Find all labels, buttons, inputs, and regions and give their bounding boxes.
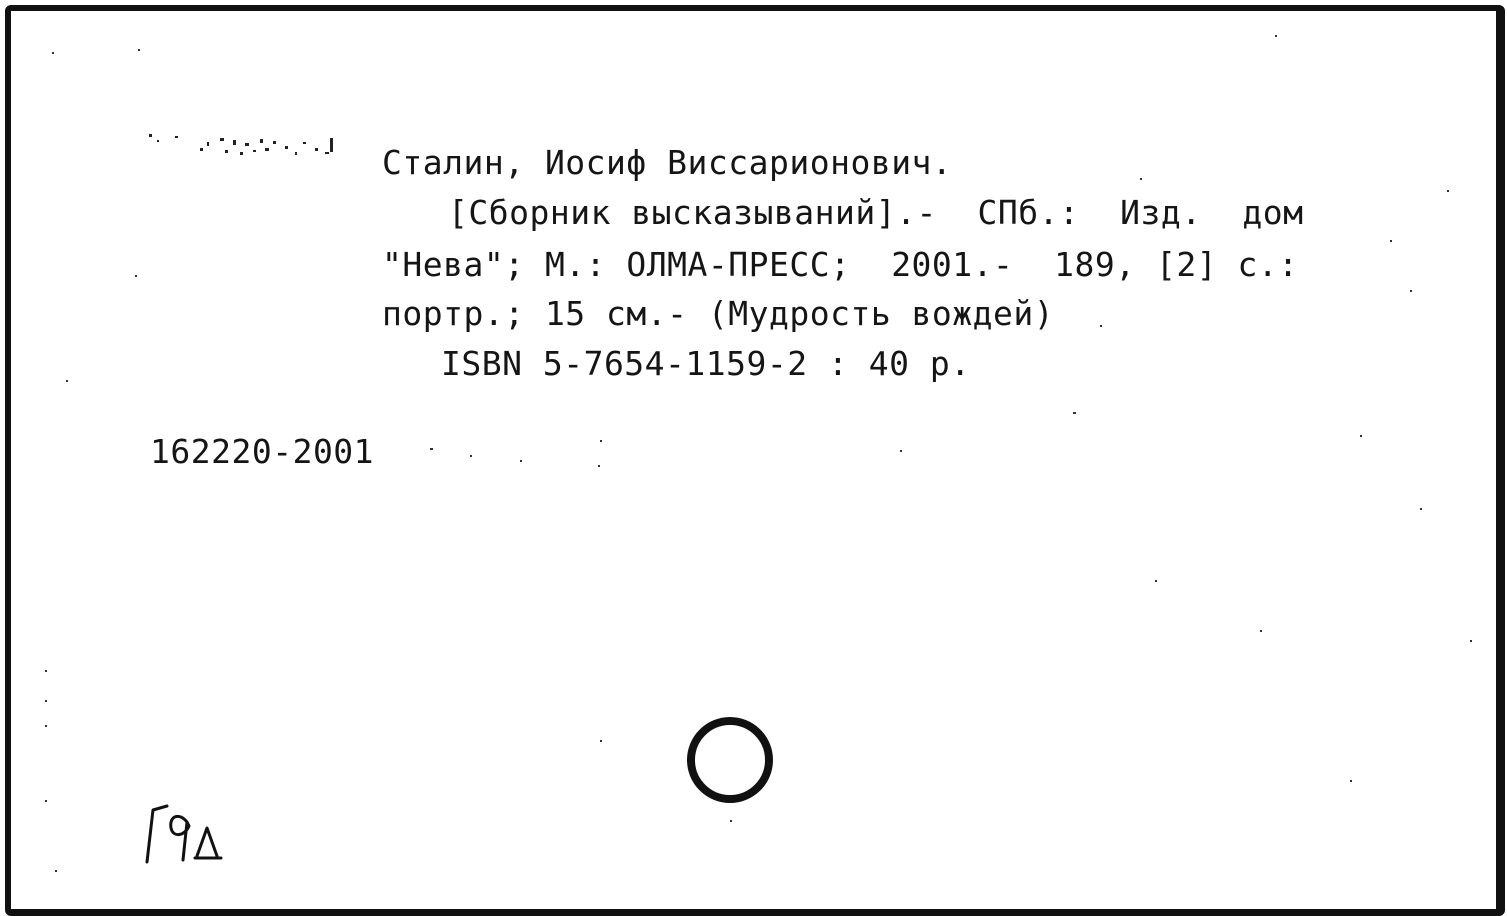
punch-hole-icon: [687, 717, 773, 803]
title-line: [Сборник высказываний].- СПб.: Изд. дом: [448, 193, 1304, 232]
author-heading: Сталин, Иосиф Виссарионович.: [382, 143, 953, 182]
accession-number: 162220-2001: [150, 432, 375, 471]
physical-description-line: портр.; 15 см.- (Мудрость вождей): [382, 294, 1055, 333]
isbn-line: ISBN 5-7654-1159-2 : 40 р.: [441, 344, 971, 383]
stamp-smudge: [145, 128, 345, 178]
handwritten-shelf-mark: [135, 800, 245, 870]
publisher-line: "Нева"; М.: ОЛМА-ПРЕСС; 2001.- 189, [2] с.:: [382, 245, 1299, 284]
